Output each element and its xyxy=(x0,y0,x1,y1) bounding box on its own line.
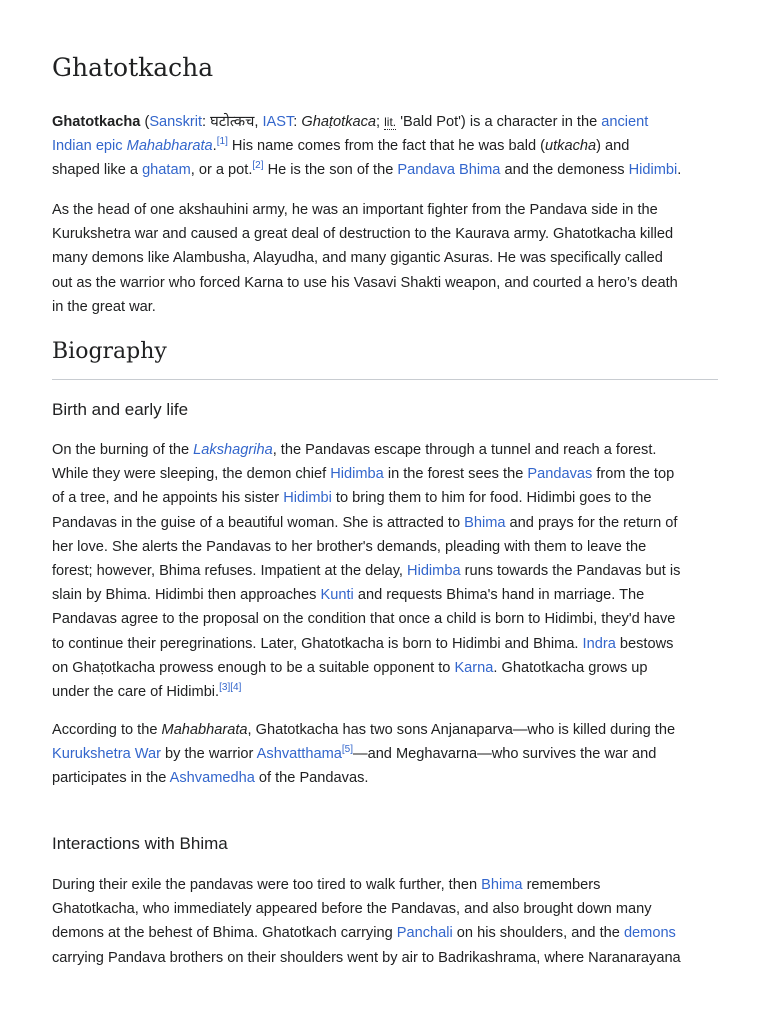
text-line: out as the warrior who forced Karna to use his Vasavi Shakti weapon, and courted a hero’s death xyxy=(52,274,678,291)
link-demons[interactable]: demons xyxy=(623,925,676,942)
bhima-paragraph xyxy=(52,873,718,970)
text-line: Ghatotkacha, who immediately appeared before the Pandavas, and also brought down many xyxy=(52,901,652,918)
text-line: on Ghaṭotkacha prowess enough to be a suitable opponent to Karna. Ghatotkacha grows up xyxy=(52,659,648,676)
text-line: While they were sleeping, the demon chief Hidimba in the forest sees the Pandavas from the top xyxy=(52,466,675,483)
text-line: to continue their peregrinations. Later, Ghatotkacha is born to Hidimbi and Bhima. Indra bestows xyxy=(52,635,674,652)
bold-name: Ghatotkacha xyxy=(52,114,141,130)
text-line: On the burning of the Lakshagriha, the Pandavas escape through a tunnel and reach a forest. xyxy=(52,442,657,458)
link-lakshagriha[interactable]: Lakshagriha xyxy=(193,442,273,458)
text-line: Pandavas agree to the proposal on the condition that once a child is born to Hidimbi, they'd have xyxy=(52,611,676,628)
text-line: many demons like Alambusha, Alayudha, and many gigantic Asuras. He was specifically called xyxy=(52,250,663,267)
link-ghatam[interactable]: ghatam xyxy=(142,162,191,179)
link-kunti[interactable]: Kunti xyxy=(320,587,354,604)
citation-5[interactable]: [5] xyxy=(341,744,353,756)
text-line: slain by Bhima. Hidimbi then approaches Kunti and requests Bhima's hand in marriage. The xyxy=(52,587,645,604)
text-line: forest; however, Bhima refuses. Impatient at the delay, Hidimba runs towards the Pandavas but is xyxy=(52,563,681,580)
subsection-heading-birth: Birth and early life xyxy=(52,400,189,419)
text-line: Kurukshetra war and caused a great deal of destruction to the Kaurava army. Ghatotkacha killed xyxy=(52,226,674,243)
link-panchali[interactable]: Panchali xyxy=(396,925,453,942)
citation-4[interactable]: [4] xyxy=(230,682,242,694)
text-line: As the head of one akshauhini army, he was an important fighter from the Pandava side in the xyxy=(52,202,658,218)
birth-paragraph xyxy=(52,438,718,704)
text-line: under the care of Hidimbi.[3][4] xyxy=(52,682,242,701)
link-ashvamedha[interactable]: Ashvamedha xyxy=(169,770,255,787)
link-pandava-bhima[interactable]: Pandava Bhima xyxy=(397,162,501,179)
text-line: According to the Mahabharata, Ghatotkacha has two sons Anjanaparva—who is killed during the xyxy=(52,722,676,738)
subsection-heading-bhima: Interactions with Bhima xyxy=(52,834,228,853)
link-kurukshetra-war[interactable]: Kurukshetra War xyxy=(52,746,161,763)
text-line: of a tree, and he appoints his sister Hidimbi to bring them to him for food. Hidimbi goes to the xyxy=(52,490,652,507)
link-hidimbi[interactable]: Hidimbi xyxy=(283,490,332,507)
page-title: Ghatotkacha xyxy=(52,53,214,82)
iast-term: Ghaṭotkaca xyxy=(301,114,377,130)
text-line: Indian epic Mahabharata.[1] His name comes from the fact that he was bald (utkacha) and xyxy=(52,136,630,155)
link-hidimba[interactable]: Hidimba xyxy=(407,563,461,580)
link-indra[interactable]: Indra xyxy=(582,635,616,652)
citation-2[interactable]: [2] xyxy=(252,160,264,172)
link-bhima[interactable]: Bhima xyxy=(464,514,506,531)
text-line: in the great war. xyxy=(52,298,156,315)
text-line: shaped like a ghatam, or a pot.[2] He is the son of the Pandava Bhima and the demoness Hidimbi. xyxy=(52,160,682,179)
link-hidimbi[interactable]: Hidimbi xyxy=(628,162,678,179)
text-line: Ghatotkacha (Sanskrit: घटोत्कच, IAST: Ghaṭotkaca; lit. 'Bald Pot') is a character in the ancient xyxy=(52,114,649,130)
text-line: carrying Pandava brothers on their shoulders went by air to Badrikashrama, where Naranarayana xyxy=(52,949,681,966)
link-iast[interactable]: IAST xyxy=(262,114,294,130)
link-pandavas[interactable]: Pandavas xyxy=(527,466,593,483)
text-line: During their exile the pandavas were too tired to walk further, then Bhima remembers xyxy=(52,877,601,893)
link-sanskrit[interactable]: Sanskrit xyxy=(149,114,203,130)
text-line: participates in the Ashvamedha of the Pandavas. xyxy=(52,770,369,787)
army-paragraph xyxy=(52,198,718,319)
link-ashvatthama[interactable]: Ashvatthama xyxy=(256,746,342,763)
link-indian-epic[interactable]: Indian epic Mahabharata xyxy=(52,138,213,155)
link-karna[interactable]: Karna xyxy=(454,659,494,676)
citation-1[interactable]: [1] xyxy=(216,136,228,148)
citation-3[interactable]: [3] xyxy=(219,682,231,694)
literally-abbr: lit. xyxy=(384,115,397,129)
intro-paragraph xyxy=(52,110,718,183)
text-line: demons at the behest of Bhima. Ghatotkach carrying Panchali on his shoulders, and the demons xyxy=(52,925,676,942)
link-hidimba[interactable]: Hidimba xyxy=(330,466,384,483)
section-divider xyxy=(52,379,718,380)
sons-paragraph xyxy=(52,718,718,791)
link-bhima[interactable]: Bhima xyxy=(481,877,523,893)
text-line: her love. She alerts the Pandavas to her brother's demands, pleading with them to leave the xyxy=(52,538,647,555)
section-heading-biography: Biography xyxy=(52,339,167,364)
text-line: Pandavas in the guise of a beautiful woman. She is attracted to Bhima and prays for the return of xyxy=(52,514,678,531)
link-ancient[interactable]: ancient xyxy=(601,114,649,130)
text-line: Kurukshetra War by the warrior Ashvatthama[5]—and Meghavarna—who survives the war and xyxy=(52,744,657,763)
